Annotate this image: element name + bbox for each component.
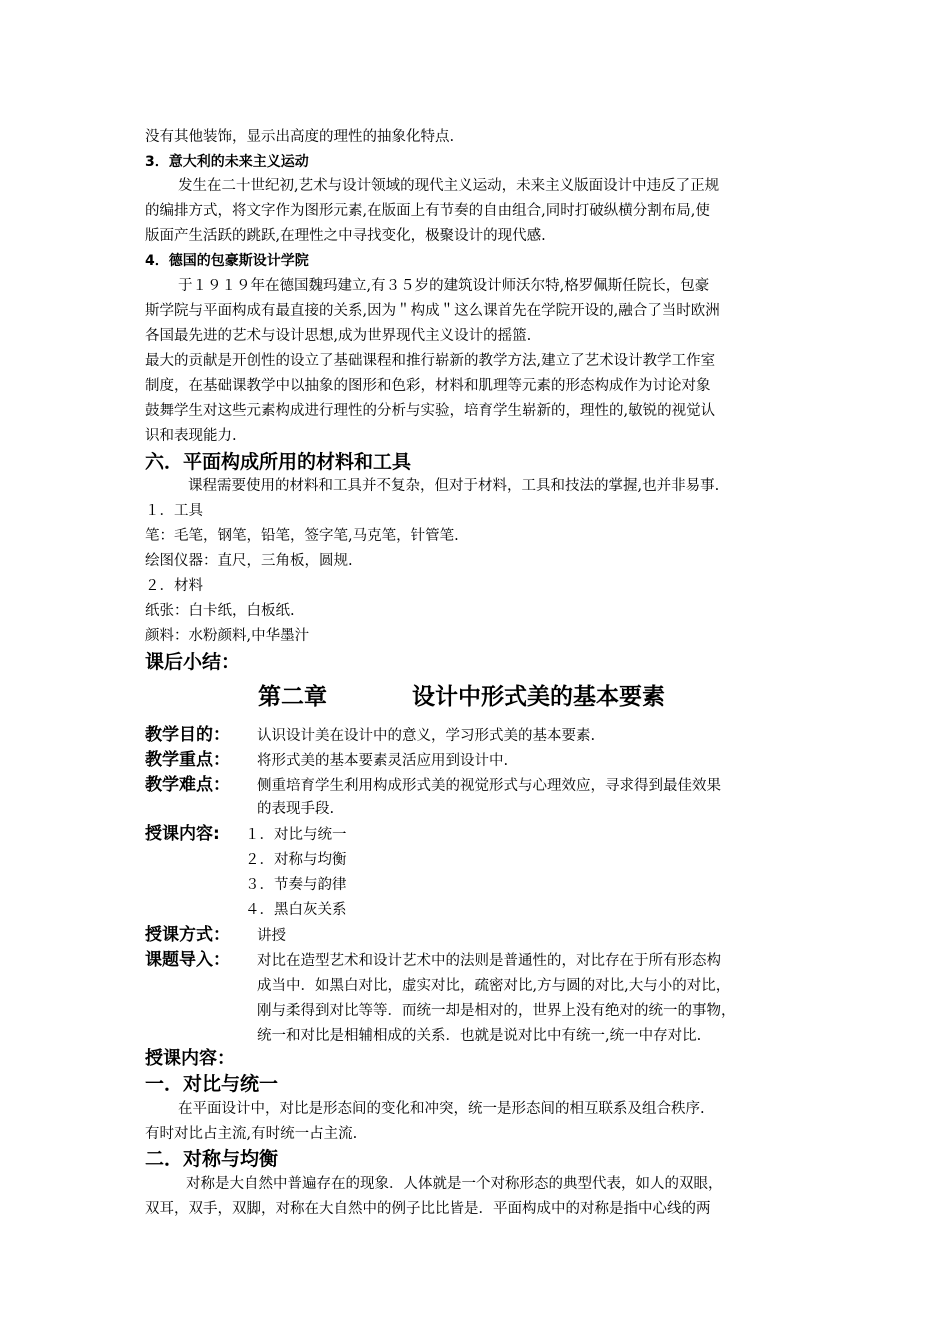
goal-text: 认识设计美在设计中的意义，学习形式美的基本要素. — [257, 728, 596, 744]
intro-text: 刚与柔得到对比等等．而统一却是相对的，世界上没有绝对的统一的事物， — [257, 1003, 736, 1019]
content-item: ３．节奏与韵律 — [245, 877, 347, 893]
intro-text: 统一和对比是相辅相成的关系．也就是说对比中有统一,统一中存对比. — [257, 1028, 702, 1044]
paragraph-line: 的编排方式，将文字作为图形元素,在版面上有节奏的自由组合,同时打破纵横分割布局,使 — [145, 203, 710, 219]
goal-label: 教学目的： — [145, 725, 230, 745]
subheading-bauhaus: 4．德国的包豪斯设计学院 — [145, 253, 309, 269]
paragraph-line: 最大的贡献是开创性的设立了基础课程和推行崭新的教学方法,建立了艺术设计教学工作室 — [145, 353, 716, 369]
paragraph-line: 版面产生活跃的跳跃,在理性之中寻找变化，极聚设计的现代感. — [145, 228, 546, 244]
intro-label: 课题导入： — [145, 950, 230, 970]
paragraph-line: 课程需要使用的材料和工具并不复杂，但对于材料，工具和技法的掌握,也并非易事. — [188, 478, 720, 494]
list-item: 颜料：水粉颜料,中华墨汁 — [145, 628, 310, 644]
section-heading-materials: 六．平面构成所用的材料和工具 — [145, 451, 412, 473]
subheading-futurism: 3．意大利的未来主义运动 — [145, 154, 309, 170]
paragraph-line: 对称是大自然中普遍存在的现象．人体就是一个对称形态的典型代表，如人的双眼， — [186, 1176, 723, 1192]
list-item: 绘图仪器：直尺，三角板，圆规. — [145, 553, 353, 569]
paragraph-line: 没有其他装饰，显示出高度的理性的抽象化特点. — [145, 129, 455, 145]
paragraph-line: 制度，在基础课教学中以抽象的图形和色彩，材料和肌理等元素的形态构成作为讨论对象 — [145, 378, 711, 394]
list-item: 笔：毛笔，钢笔，铅笔，签字笔,马克笔，针管笔. — [145, 528, 459, 544]
section-heading-contrast: 一．对比与统一 — [145, 1073, 279, 1095]
content-item: １．对比与统一 — [245, 827, 347, 843]
intro-text: 成当中．如黑白对比，虚实对比，疏密对比,方与圆的对比,大与小的对比， — [257, 978, 731, 994]
difficulty-label: 教学难点： — [145, 775, 230, 795]
paragraph-line: 在平面设计中，对比是形态间的变化和冲突，统一是形态间的相互联系及组合秩序. — [178, 1101, 705, 1117]
paragraph-line: 鼓舞学生对这些元素构成进行理性的分析与实验，培育学生崭新的，理性的,敏锐的视觉认 — [145, 403, 716, 419]
list-item: 纸张：白卡纸，白板纸. — [145, 603, 295, 619]
focus-text: 将形式美的基本要素灵活应用到设计中. — [257, 753, 509, 769]
paragraph-line: 识和表现能力. — [145, 428, 237, 444]
difficulty-text: 的表现手段. — [257, 801, 335, 817]
paragraph-line: 各国最先进的艺术与设计思想,成为世界现代主义设计的摇篮. — [145, 328, 532, 344]
content-item: ４．黑白灰关系 — [245, 902, 347, 918]
chapter-number: 第二章 — [258, 684, 327, 710]
summary-heading: 课后小结： — [145, 651, 241, 673]
paragraph-line: 发生在二十世纪初,艺术与设计领域的现代主义运动，未来主义版面设计中违反了正规 — [178, 178, 720, 194]
paragraph-line: 斯学院与平面构成有最直接的关系,因为＂构成＂这么课首先在学院开设的,融合了当时欧洲 — [145, 303, 720, 319]
method-text: 讲授 — [257, 928, 286, 944]
paragraph-line: 有时对比占主流,有时统一占主流. — [145, 1126, 358, 1142]
content-heading: 授课内容： — [145, 1048, 235, 1069]
list-item: ２．材料 — [145, 578, 203, 594]
content-label: 授课内容: — [145, 824, 220, 844]
focus-label: 教学重点： — [145, 750, 230, 770]
method-label: 授课方式： — [145, 925, 230, 945]
section-heading-symmetry: 二．对称与均衡 — [145, 1148, 279, 1170]
chapter-title: 设计中形式美的基本要素 — [412, 684, 665, 710]
list-item: １．工具 — [145, 503, 203, 519]
paragraph-line: 于１９１９年在德国魏玛建立,有３５岁的建筑设计师沃尔特,格罗佩斯任院长，包豪 — [178, 278, 710, 294]
intro-text: 对比在造型艺术和设计艺术中的法则是普通性的，对比存在于所有形态构 — [257, 953, 721, 969]
paragraph-line: 双耳，双手，双脚，对称在大自然中的例子比比皆是．平面构成中的对称是指中心线的两 — [145, 1201, 711, 1217]
difficulty-text: 侧重培育学生利用构成形式美的视觉形式与心理效应，寻求得到最佳效果 — [257, 778, 721, 794]
content-item: ２．对称与均衡 — [245, 852, 347, 868]
